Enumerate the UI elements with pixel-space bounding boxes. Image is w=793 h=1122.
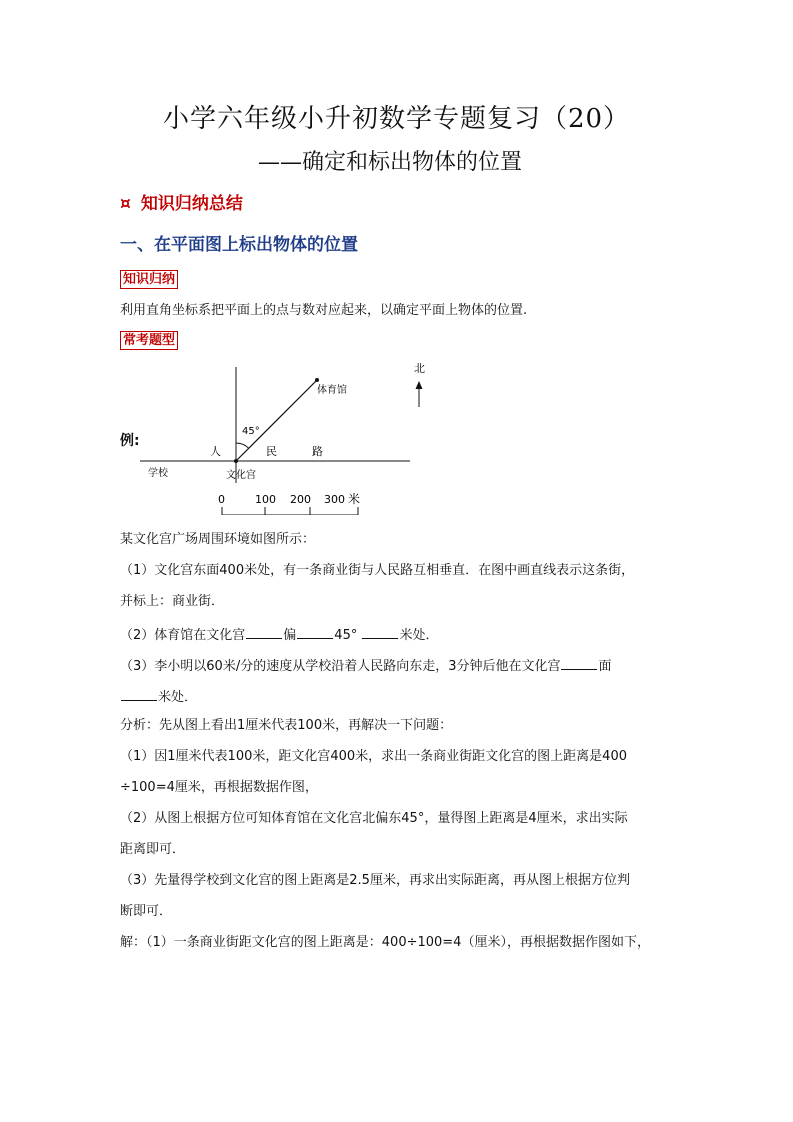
- tag-examples: 常考题型: [120, 331, 178, 350]
- road-char-3: 路: [312, 445, 323, 458]
- stadium-label: 体育馆: [317, 385, 347, 396]
- answer-blank[interactable]: [297, 624, 333, 639]
- answer-blank[interactable]: [246, 624, 282, 639]
- a3-line2: 断即可．: [120, 904, 173, 919]
- q2-text-a: （2）体育馆在文化宫: [120, 628, 246, 643]
- intro-text: 某文化宫广场周围环境如图所示：: [120, 532, 316, 547]
- north-arrow-icon: [416, 381, 423, 389]
- q2-line: [120, 624, 439, 645]
- tag-knowledge: 知识归纳: [120, 270, 178, 289]
- knowledge-text: 利用直角坐标系把平面上的点与数对应起来，以确定平面上物体的位置.: [120, 303, 528, 318]
- answer-blank[interactable]: [362, 624, 398, 639]
- q3-text-b: 面: [598, 659, 612, 674]
- angle-arc: [236, 443, 249, 448]
- section-title-text: 知识归纳总结: [140, 194, 243, 214]
- heading-1: 一、在平面图上标出物体的位置: [120, 235, 358, 255]
- example-label: 例:: [120, 433, 140, 449]
- q3-text-a: （3）李小明以60米/分的速度从学校沿着人民路向东走，3分钟后他在文化宫: [120, 659, 561, 674]
- q2-text-d: 米处．: [399, 628, 439, 643]
- q3-line2: [120, 686, 197, 707]
- scale-tick-0: 0: [218, 493, 225, 506]
- a1-line2: ÷100=4厘米，再根据数据作图，: [120, 780, 318, 795]
- road-char-2: 民: [266, 445, 277, 458]
- culture-palace-label: 文化宫: [226, 470, 256, 481]
- a3-line1: （3）先量得学校到文化宫的图上距离是2.5厘米，再求出实际距离，再从图上根据方位判: [120, 873, 630, 888]
- q3-line1: [120, 655, 611, 676]
- analysis-intro: 分析：先从图上看出1厘米代表100米，再解决一下问题：: [120, 718, 453, 733]
- answer-blank[interactable]: [561, 655, 597, 670]
- scale-unit: 米: [348, 492, 361, 506]
- page-title: 小学六年级小升初数学专题复习（20）: [162, 104, 631, 134]
- map-diagram: [140, 355, 440, 515]
- answer-blank[interactable]: [121, 686, 157, 701]
- north-label: 北: [414, 362, 425, 375]
- a2-line2: 距离即可．: [120, 842, 186, 857]
- solution-text: 解：（1）一条商业街距文化宫的图上距离是：400÷100=4（厘米），再根据数据作图如下，: [120, 935, 650, 950]
- a1-line1: （1）因1厘米代表100米，距文化宫400米，求出一条商业街距文化宫的图上距离是400: [120, 749, 627, 764]
- scale-tick-300: 300: [324, 493, 345, 506]
- scale-tick-100: 100: [255, 493, 276, 506]
- page-subtitle: ——确定和标出物体的位置: [258, 150, 523, 175]
- a2-line1: （2）从图上根据方位可知体育馆在文化宫北偏东45°，量得图上距离是4厘米，求出实际: [120, 811, 628, 826]
- q2-text-b: 偏: [283, 628, 297, 643]
- school-label: 学校: [148, 468, 168, 479]
- scale-tick-200: 200: [290, 493, 311, 506]
- road-char-1: 人: [210, 445, 221, 458]
- q3-text-c: 米处．: [158, 690, 198, 705]
- q2-text-c: 45°: [334, 628, 358, 643]
- section-title: [120, 189, 243, 214]
- stadium-point: [315, 378, 319, 382]
- angle-label: 45°: [242, 426, 260, 437]
- q1-line1: （1）文化宫东面400米处，有一条商业街与人民路互相垂直．在图中画直线表示这条街，: [120, 563, 635, 578]
- section-mark-icon: ¤: [120, 194, 131, 214]
- q1-line2: 并标上：商业街．: [120, 594, 225, 609]
- culture-palace-point: [234, 459, 238, 463]
